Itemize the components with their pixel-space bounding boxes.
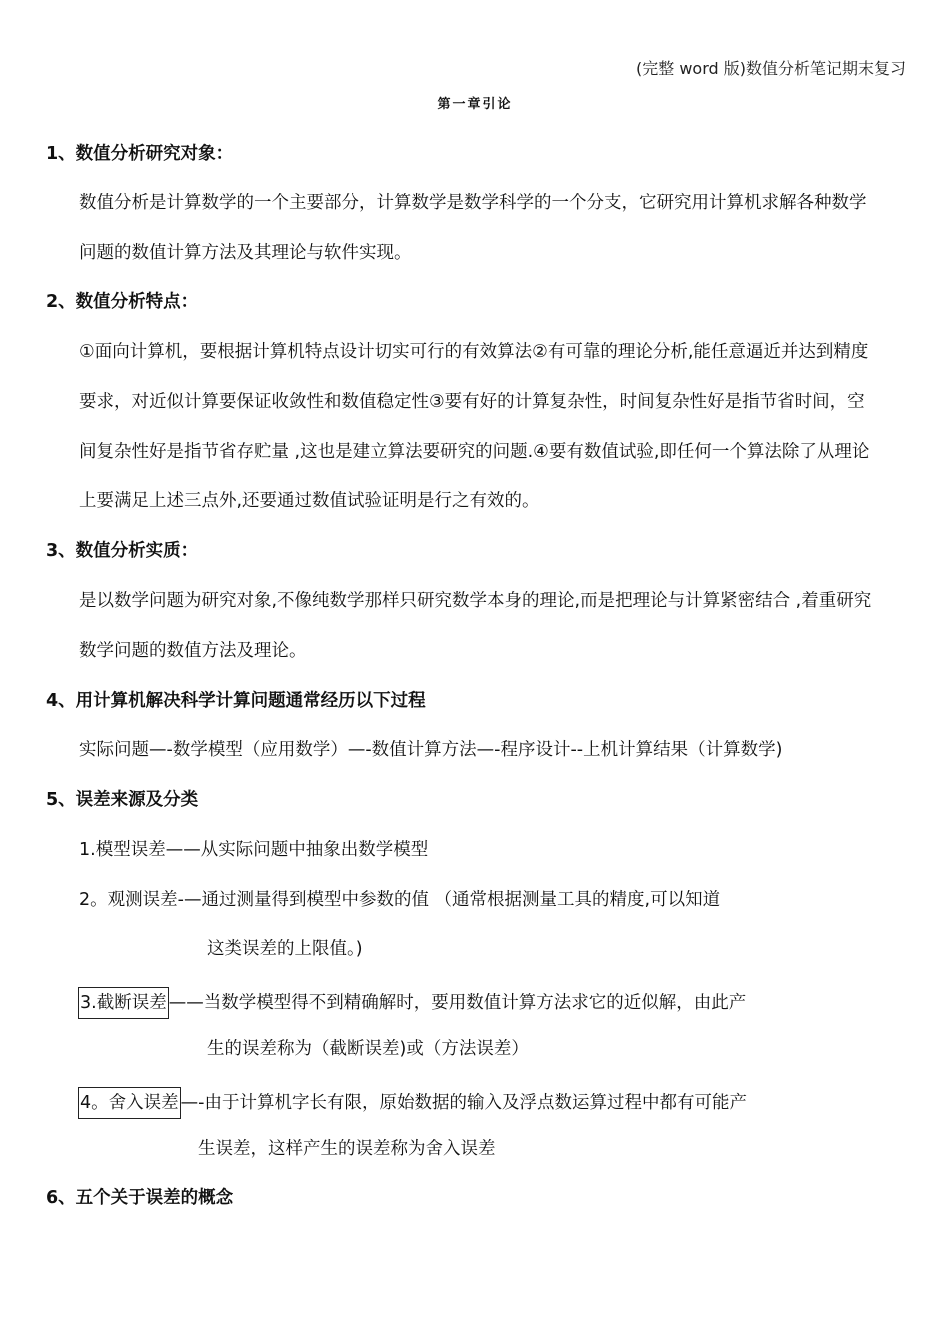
section-3-heading: 3、数值分析实质： [46,541,199,561]
rounding-error-desc: —-由于计算机字长有限，原始数据的输入及浮点数运算过程中都有可能产 [180,1093,747,1113]
chapter-title: 第一章引论 [437,97,513,112]
error-type-truncation [79,987,746,1019]
section-3-line-2: 数学问题的数值方法及理论。 [79,641,307,661]
rounding-error-term-box: 4。舍入误差 [78,1087,181,1119]
section-6-heading: 6、五个关于误差的概念 [46,1188,234,1208]
error-type-model: 1.模型误差——从实际问题中抽象出数学模型 [79,840,429,860]
section-2-line-4: 上要满足上述三点外,还要通过数值试验证明是行之有效的。 [79,491,540,511]
section-1-line-2: 问题的数值计算方法及其理论与软件实现。 [79,243,412,263]
section-5-heading: 5、误差来源及分类 [46,790,199,810]
section-2-heading: 2、数值分析特点： [46,292,199,312]
section-4-line-1: 实际问题—-数学模型（应用数学）—-数值计算方法—-程序设计--上机计算结果（计算数学) [79,740,783,760]
section-1-line-1: 数值分析是计算数学的一个主要部分，计算数学是数学科学的一个分支，它研究用计算机求解各种数学 [79,193,867,213]
truncation-error-desc: ——当数学模型得不到精确解时，要用数值计算方法求它的近似解，由此产 [168,993,747,1013]
document-header-title: (完整 word 版)数值分析笔记期末复习 [636,59,906,78]
section-2-line-2: 要求，对近似计算要保证收敛性和数值稳定性③要有好的计算复杂性，时间复杂性好是指节省时间，空 [79,392,865,412]
section-4-heading: 4、用计算机解决科学计算问题通常经历以下过程 [46,691,426,711]
error-type-truncation-cont: 生的误差称为（截断误差)或（方法误差） [207,1039,529,1059]
error-type-rounding-cont: 生误差，这样产生的误差称为舍入误差 [198,1139,496,1159]
error-type-observation-cont: 这类误差的上限值。) [207,939,363,959]
section-2-line-1: ①面向计算机，要根据计算机特点设计切实可行的有效算法②有可靠的理论分析,能任意逼近并达到精度 [79,342,869,362]
section-2-line-3: 间复杂性好是指节省存贮量 ,这也是建立算法要研究的问题.④要有数值试验,即任何一个算法除了从理论 [79,442,870,462]
section-3-line-1: 是以数学问题为研究对象,不像纯数学那样只研究数学本身的理论,而是把理论与计算紧密结合 ,着重研究 [79,591,872,611]
section-1-heading: 1、数值分析研究对象： [46,144,234,164]
error-type-observation: 2。观测误差-—通过测量得到模型中参数的值 （通常根据测量工具的精度,可以知道 [79,890,721,910]
truncation-error-term-box: 3.截断误差 [78,987,169,1019]
error-type-rounding [79,1087,747,1119]
